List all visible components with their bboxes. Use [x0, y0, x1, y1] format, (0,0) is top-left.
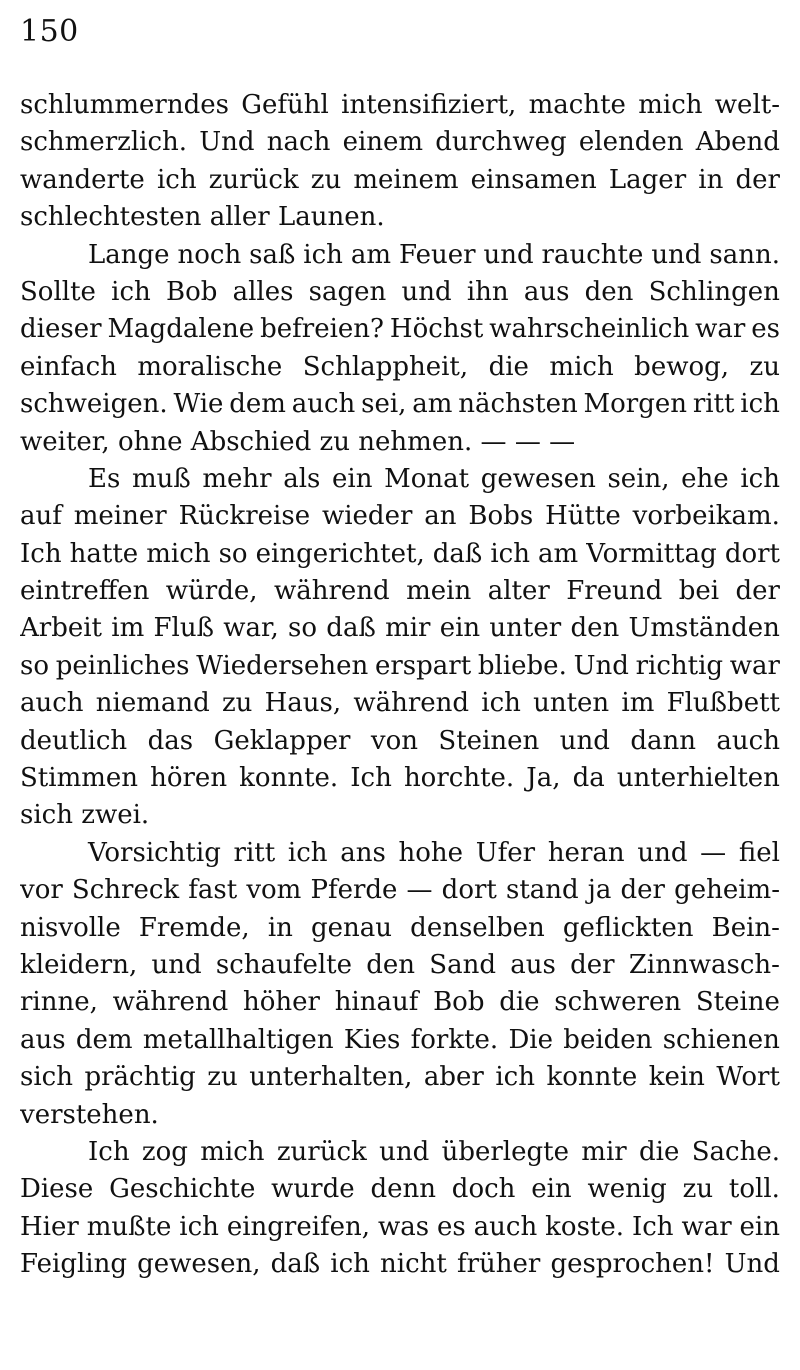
text-line — [20, 573, 780, 610]
word: ich — [740, 389, 780, 420]
word: hohe — [398, 837, 464, 868]
word: Diese — [20, 1174, 94, 1205]
text-line — [20, 274, 780, 311]
word: Höchst — [389, 314, 484, 345]
word: die — [639, 1136, 680, 1167]
word: ich — [481, 688, 521, 719]
word: richtig — [635, 650, 724, 681]
word: und — [401, 276, 452, 307]
word: schweren — [554, 987, 682, 1018]
word: es — [437, 1211, 466, 1242]
word: mir — [581, 1136, 627, 1167]
text-line — [20, 1059, 780, 1096]
word: sann. — [709, 239, 780, 270]
word: Pferde — [310, 875, 398, 906]
word: aus — [510, 949, 556, 980]
word: Geklapper — [213, 725, 351, 756]
word: aller — [209, 202, 270, 233]
word: Arbeit — [20, 613, 102, 644]
text-line — [20, 835, 780, 872]
word: ein — [531, 1174, 572, 1205]
word: in — [267, 912, 293, 943]
word: Ufer — [475, 837, 536, 868]
text-line — [20, 723, 780, 760]
word: ritt — [692, 389, 735, 420]
text-line — [20, 610, 780, 647]
text-line — [20, 124, 780, 161]
word: fiel — [738, 837, 780, 868]
word: hören — [150, 763, 228, 794]
word: hinauf — [334, 987, 419, 1018]
word: schaufelte — [215, 949, 352, 980]
word: Hier — [20, 1211, 79, 1242]
word: weiter, — [20, 426, 110, 457]
word: unter — [489, 613, 562, 644]
word: das — [147, 725, 194, 756]
word: gewesen, — [137, 1249, 261, 1280]
word: fast — [188, 875, 238, 906]
word: wenig — [587, 1174, 667, 1205]
word: toll. — [728, 1174, 780, 1205]
word: Stimmen — [20, 763, 139, 794]
word: ich — [740, 463, 780, 494]
word: von — [370, 725, 418, 756]
word: dem — [229, 389, 286, 420]
word: aus — [20, 1024, 66, 1055]
word: Und — [724, 1249, 780, 1280]
word: so — [20, 650, 49, 681]
word: hatte — [69, 538, 139, 569]
word: dann — [630, 725, 696, 756]
word: mein — [406, 576, 472, 607]
word: ein — [332, 463, 373, 494]
text-line — [20, 536, 780, 573]
text-line — [20, 685, 780, 722]
word: ihn — [466, 276, 509, 307]
word: Sache. — [691, 1136, 780, 1167]
word: Steine — [695, 987, 780, 1018]
word: bewog, — [634, 351, 730, 382]
word: noch — [177, 239, 242, 270]
text-line — [20, 947, 780, 984]
word: zu — [310, 164, 342, 195]
text-line — [20, 984, 780, 1021]
word: zurück — [208, 164, 299, 195]
word: und — [151, 949, 202, 980]
word: Feuer — [398, 239, 476, 270]
word: einsamen — [470, 164, 597, 195]
word: moralische — [137, 351, 283, 382]
word: früher — [457, 1249, 541, 1280]
word: auch — [291, 389, 356, 420]
word: einem — [342, 127, 424, 158]
word: dort — [724, 538, 780, 569]
word: die — [499, 987, 540, 1018]
word: da — [572, 763, 605, 794]
word: nächsten — [458, 389, 578, 420]
word: vorbeikam. — [632, 501, 780, 532]
word: durchweg — [435, 127, 567, 158]
word: Hütte — [545, 501, 621, 532]
word: während — [353, 688, 470, 719]
text-line — [20, 424, 780, 461]
word: — — [406, 875, 433, 906]
word: schweigen. — [20, 389, 168, 420]
word: doch — [451, 1174, 516, 1205]
word: ich — [495, 1062, 535, 1093]
word: Wiedersehen — [196, 650, 369, 681]
word: muß — [131, 463, 191, 494]
word: Schlappheit, — [302, 351, 469, 382]
word: machte — [528, 90, 626, 120]
text-line — [20, 386, 780, 423]
word: kleidern, — [20, 949, 138, 980]
word: Ich — [20, 538, 62, 569]
word: ich — [330, 1249, 370, 1280]
word: Ich — [88, 1136, 130, 1167]
text-line — [20, 1246, 780, 1283]
text-line — [20, 1209, 780, 1246]
word: Bobs — [468, 501, 534, 532]
word: Zinnwasch- — [628, 949, 780, 980]
word: Feigling — [20, 1249, 127, 1280]
word: Bob — [433, 987, 485, 1018]
word: Monat — [384, 463, 470, 494]
word: dem — [75, 1024, 133, 1055]
word: sei, — [361, 389, 407, 420]
word: ich — [111, 276, 151, 307]
word: dieser — [20, 314, 102, 345]
word: mich — [200, 1136, 265, 1167]
word: befreien? — [260, 314, 384, 345]
word: Schlingen — [648, 276, 780, 307]
word: deutlich — [20, 725, 128, 756]
word: Wort — [716, 1062, 780, 1093]
text-line — [20, 162, 780, 199]
text-line — [20, 461, 780, 498]
word: ja — [587, 875, 612, 906]
word: gewesen — [480, 463, 596, 494]
word: Die — [508, 1024, 554, 1055]
word: im — [621, 688, 655, 719]
word: einfach — [20, 351, 117, 382]
word: mußte — [86, 1211, 172, 1242]
word: zurück — [276, 1136, 367, 1167]
word: in — [698, 164, 724, 195]
body-text — [20, 87, 780, 1284]
word: schmerzlich. — [20, 127, 188, 158]
word: unterhalten, — [249, 1062, 413, 1093]
word: alter — [487, 576, 550, 607]
word: Abschied — [190, 426, 312, 457]
word: schlechtesten — [20, 202, 202, 233]
word: und — [379, 1136, 430, 1167]
word: meiner — [73, 501, 167, 532]
word: alles — [232, 276, 294, 307]
text-line — [20, 797, 780, 834]
word: schlummerndes — [20, 90, 229, 120]
word: sein, — [607, 463, 670, 494]
text-line — [20, 237, 780, 274]
text-line — [20, 1097, 780, 1134]
word: Und — [199, 127, 255, 158]
word: elenden — [578, 127, 684, 158]
word: Wie — [173, 389, 224, 420]
word: und — [559, 725, 610, 756]
word: daß — [270, 1249, 321, 1280]
word: der — [735, 164, 780, 195]
word: daß — [326, 613, 376, 644]
word: ohne — [117, 426, 183, 457]
word: den — [570, 613, 620, 644]
word: Flußbett — [666, 688, 780, 719]
word: an — [424, 501, 457, 532]
word: unten — [533, 688, 610, 719]
text-line — [20, 498, 780, 535]
word: Rückreise — [178, 501, 311, 532]
word: Geschichte — [109, 1174, 256, 1205]
word: unterhielten — [616, 763, 780, 794]
word: am — [538, 538, 579, 569]
word: bei — [678, 576, 720, 607]
word: Vorsichtig — [88, 837, 221, 868]
word: war, — [223, 613, 279, 644]
word: Freund — [566, 576, 663, 607]
word: mich — [146, 538, 211, 569]
word: als — [283, 463, 321, 494]
page-number: 150 — [20, 14, 79, 49]
word: Lange — [88, 239, 170, 270]
word: mich — [638, 90, 703, 120]
text-line — [20, 872, 780, 909]
word: zu — [682, 1174, 714, 1205]
word: Gefühl — [241, 90, 329, 120]
word: Launen. — [278, 202, 385, 233]
word: aus — [523, 276, 570, 307]
word: bliebe. — [477, 650, 567, 681]
word: aber — [423, 1062, 484, 1093]
text-line — [20, 199, 780, 236]
word: war — [681, 1211, 732, 1242]
word: ich — [303, 239, 343, 270]
word: ich — [490, 538, 530, 569]
text-line — [20, 349, 780, 386]
word: auch — [20, 688, 84, 719]
word: nicht — [380, 1249, 447, 1280]
word: vom — [246, 875, 302, 906]
word: höher — [243, 987, 320, 1018]
word: rinne, — [20, 987, 98, 1018]
word: stand — [505, 875, 579, 906]
word: eintreffen — [20, 576, 150, 607]
word: nehmen. — [358, 426, 473, 457]
word: eingreifen, — [226, 1211, 371, 1242]
word: daß — [432, 538, 483, 569]
word: so — [288, 613, 318, 644]
word: dort — [441, 875, 497, 906]
word: heran — [547, 837, 625, 868]
word: Umständen — [628, 613, 780, 644]
word: Haus, — [264, 688, 342, 719]
word: kein — [648, 1062, 705, 1093]
word: am — [412, 389, 453, 420]
word: auch — [473, 1211, 538, 1242]
word: eingerichtet, — [255, 538, 425, 569]
word: der — [735, 576, 780, 607]
word: den — [584, 276, 634, 307]
word: der — [570, 949, 615, 980]
word: gesprochen! — [550, 1249, 715, 1280]
word: sich — [20, 1062, 73, 1093]
word: beiden — [563, 1024, 653, 1055]
word: welt- — [714, 90, 780, 120]
word: sich — [20, 800, 73, 831]
word: und — [483, 239, 534, 270]
word: Ich — [631, 1211, 674, 1242]
word: auch — [716, 725, 780, 756]
word: horchte. — [403, 763, 515, 794]
text-line — [20, 1134, 780, 1171]
text-line — [20, 87, 780, 124]
word: während — [112, 987, 229, 1018]
word: Schreck — [71, 875, 180, 906]
word: zu — [749, 351, 780, 382]
word: Morgen — [583, 389, 687, 420]
word: ein — [739, 1211, 780, 1242]
word: Abend — [695, 127, 780, 158]
word: meinem — [353, 164, 459, 195]
word: Es — [88, 463, 121, 494]
word: mich — [549, 351, 614, 382]
word: ich — [156, 164, 197, 195]
word: geflickten — [562, 912, 694, 943]
word: konnte. — [239, 763, 339, 794]
word: vor — [20, 875, 63, 906]
word: ich — [179, 1211, 219, 1242]
word: denselben — [410, 912, 545, 943]
word: Lager — [608, 164, 687, 195]
word: ein — [439, 613, 481, 644]
word: den — [366, 949, 416, 980]
word: koste. — [545, 1211, 625, 1242]
word: Steinen — [438, 725, 540, 756]
text-line — [20, 1171, 780, 1208]
word: wanderte — [20, 164, 145, 195]
word: forkte. — [410, 1024, 499, 1055]
word: Sand — [429, 949, 496, 980]
word: nisvolle — [20, 912, 121, 943]
word: nach — [266, 127, 331, 158]
word: mir — [385, 613, 431, 644]
word: niemand — [95, 688, 210, 719]
word: war — [729, 650, 780, 681]
word: prächtig — [84, 1062, 196, 1093]
word: zog — [141, 1136, 188, 1167]
word: ich — [287, 837, 328, 868]
word: während — [273, 576, 390, 607]
word: Fremde, — [138, 912, 250, 943]
word: denn — [370, 1174, 436, 1205]
word: auf — [20, 501, 62, 532]
word: der — [620, 875, 665, 906]
word: überlegte — [441, 1136, 569, 1167]
word: sagen — [308, 276, 387, 307]
word: konnte — [546, 1062, 638, 1093]
text-line — [20, 1022, 780, 1059]
word: Bein- — [711, 912, 780, 943]
word: zu — [207, 1062, 238, 1093]
word: mehr — [202, 463, 272, 494]
word: genau — [311, 912, 393, 943]
word: peinliches — [55, 650, 190, 681]
word: Vormittag — [586, 538, 717, 569]
word: Und — [573, 650, 629, 681]
word: ehe — [681, 463, 729, 494]
word: Ich — [350, 763, 392, 794]
word: schienen — [662, 1024, 780, 1055]
text-line — [20, 648, 780, 685]
text-line — [20, 910, 780, 947]
word: Kies — [343, 1024, 401, 1055]
word: Fluß — [153, 613, 214, 644]
word: ans — [340, 837, 386, 868]
word: verstehen. — [20, 1099, 159, 1130]
word: wieder — [321, 501, 413, 532]
word: zwei. — [81, 800, 150, 831]
word: zu — [319, 426, 350, 457]
word: die — [488, 351, 529, 382]
word: so — [218, 538, 248, 569]
word: war — [695, 314, 746, 345]
word: geheim- — [674, 875, 780, 906]
word: erspart — [374, 650, 472, 681]
word: Magdalene — [107, 314, 255, 345]
word: am — [350, 239, 392, 270]
word: Ja, — [526, 763, 561, 794]
word: — — [514, 426, 541, 457]
text-line — [20, 760, 780, 797]
word: und — [637, 837, 688, 868]
word: was — [377, 1211, 430, 1242]
word: — — [700, 837, 727, 868]
word: rauchte — [541, 239, 644, 270]
word: im — [111, 613, 145, 644]
text-line — [20, 311, 780, 348]
word: zu — [221, 688, 253, 719]
word: es — [751, 314, 780, 345]
word: und — [651, 239, 702, 270]
word: wahrscheinlich — [489, 314, 690, 345]
word: wurde — [271, 1174, 355, 1205]
word: Bob — [165, 276, 218, 307]
word: ritt — [233, 837, 276, 868]
word: würde, — [165, 576, 258, 607]
word: — — [480, 426, 507, 457]
word: — — [549, 426, 576, 457]
word: intensifiziert, — [341, 90, 517, 120]
word: Sollte — [20, 276, 96, 307]
word: saß — [249, 239, 296, 270]
word: metallhaltigen — [142, 1024, 334, 1055]
